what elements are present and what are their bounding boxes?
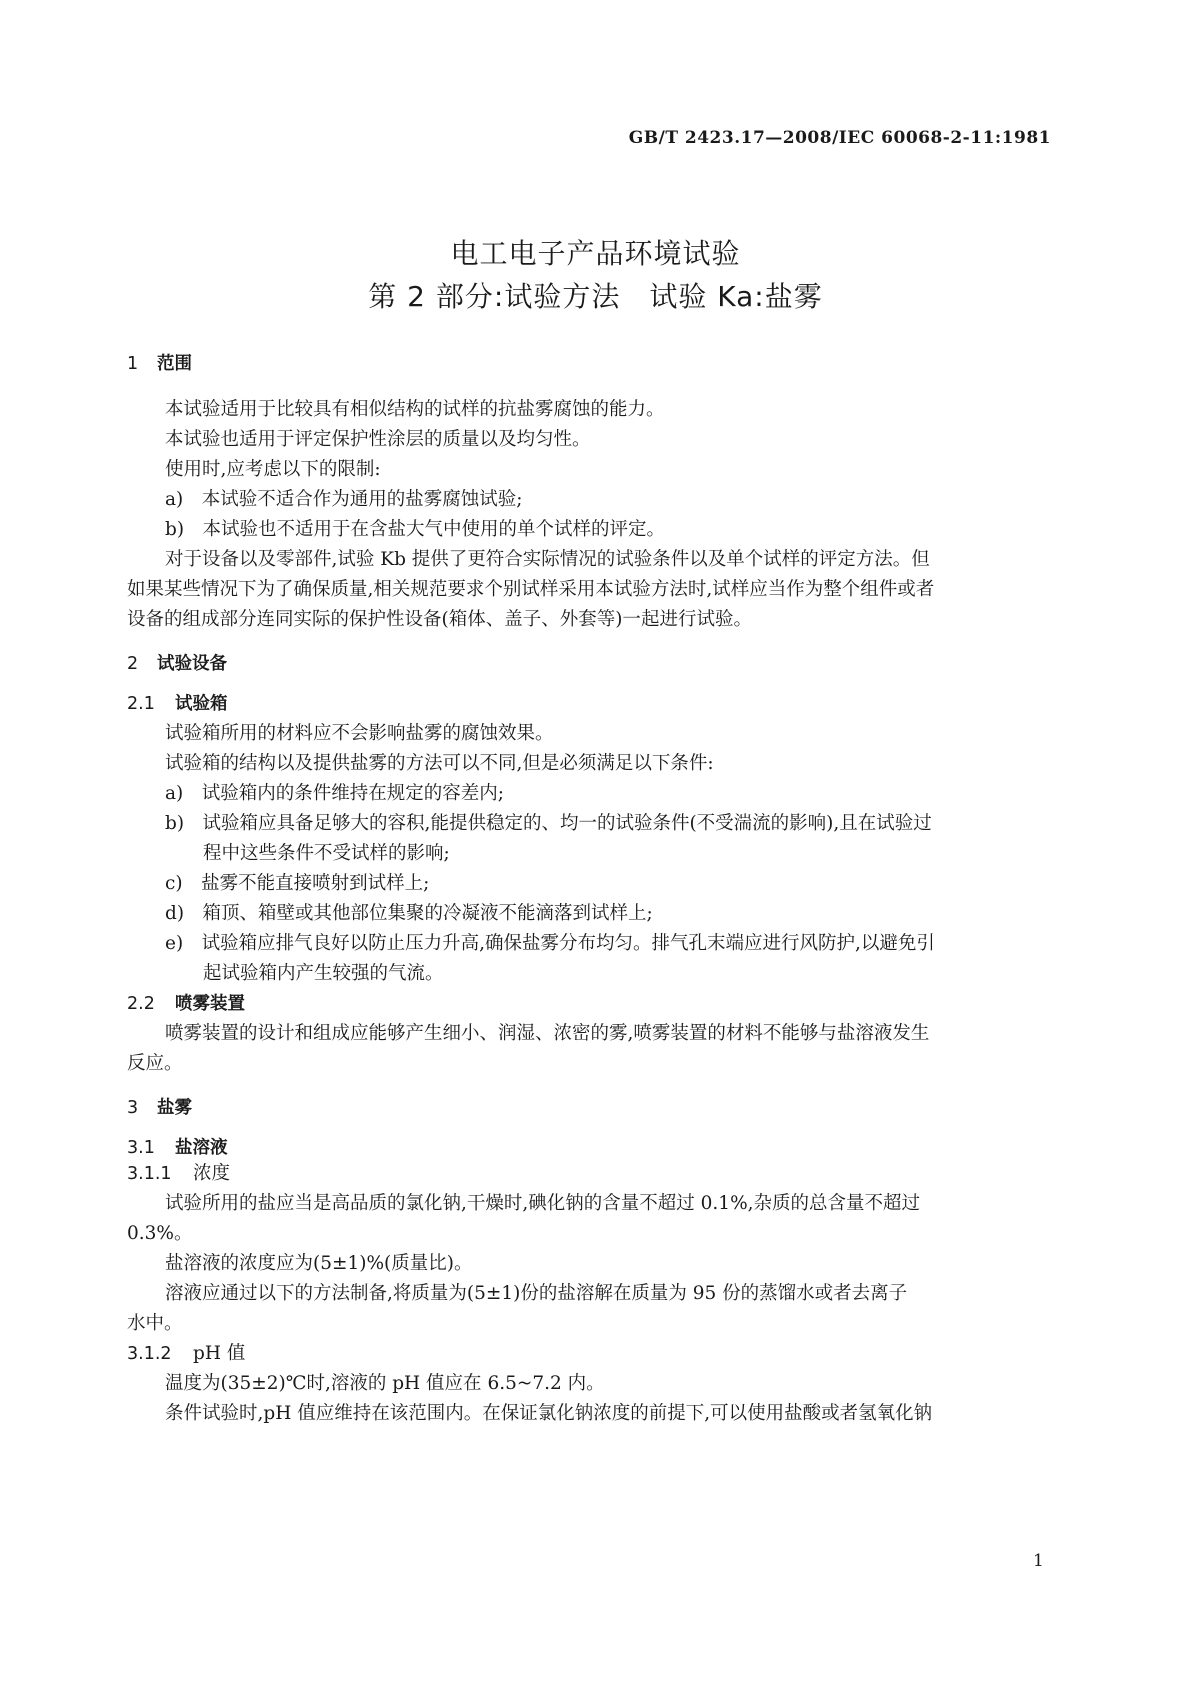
list-item: b) 试验箱应具备足够大的容积,能提供稳定的、均一的试验条件(不受湍流的影响),且在试验过 [165,813,932,834]
section-title: 范围 [157,354,192,374]
paragraph: 试验箱的结构以及提供盐雾的方法可以不同,但是必须满足以下条件: [165,753,714,774]
paragraph: 温度为(35±2)℃时,溶液的 pH 值应在 6.5~7.2 内。 [165,1373,605,1394]
subsection-2-2-heading [127,992,245,1016]
page-number: 1 [1033,1551,1044,1571]
section-number: 2 [127,654,139,674]
paragraph-continuation: 如果某些情况下为了确保质量,相关规范要求个别试样采用本试验方法时,试样应当作为整个组件或者 [127,579,935,600]
paragraph: 盐溶液的浓度应为(5±1)%(质量比)。 [165,1253,473,1274]
paragraph: 本试验也适用于评定保护性涂层的质量以及均匀性。 [165,429,591,450]
subsubsection-3-1-1-heading [127,1162,230,1186]
list-item: e) 试验箱应排气良好以防止压力升高,确保盐雾分布均匀。排气孔末端应进行风防护,以避免引 [165,933,935,954]
subsubsection-3-1-2-heading [127,1342,245,1366]
list-item-continuation: 起试验箱内产生较强的气流。 [203,963,444,984]
paragraph: 使用时,应考虑以下的限制: [165,459,381,480]
list-item: d) 箱顶、箱壁或其他部位集聚的冷凝液不能滴落到试样上; [165,903,653,924]
subsection-3-1-heading [127,1136,228,1160]
document-title-line2: 第 2 部分:试验方法 试验 Ka:盐雾 [368,280,823,313]
paragraph: 喷雾装置的设计和组成应能够产生细小、润湿、浓密的雾,喷雾装置的材料不能够与盐溶液发生 [165,1023,930,1044]
subsection-title: 喷雾装置 [175,994,245,1014]
subsection-number: 2.2 [127,994,155,1014]
section-3-heading [127,1096,192,1120]
subsection-number: 3.1 [127,1138,155,1158]
subsection-title: 试验箱 [175,694,228,714]
paragraph-continuation: 0.3%。 [127,1223,193,1244]
paragraph-continuation: 反应。 [127,1053,183,1074]
subsubsection-number: 3.1.1 [127,1164,172,1184]
paragraph: 对于设备以及零部件,试验 Kb 提供了更符合实际情况的试验条件以及单个试样的评定方法。但 [165,549,930,570]
section-title: 盐雾 [157,1098,192,1118]
paragraph: 试验所用的盐应当是高品质的氯化钠,干燥时,碘化钠的含量不超过 0.1%,杂质的总含量不超过 [165,1193,921,1214]
subsubsection-title: 浓度 [193,1163,231,1184]
subsection-2-1-heading [127,692,228,716]
subsubsection-title: pH 值 [193,1343,246,1364]
subsubsection-number: 3.1.2 [127,1344,172,1364]
paragraph-continuation: 水中。 [127,1313,183,1334]
list-item: a) 本试验不适合作为通用的盐雾腐蚀试验; [165,489,523,510]
subsection-number: 2.1 [127,694,155,714]
paragraph: 试验箱所用的材料应不会影响盐雾的腐蚀效果。 [165,723,554,744]
subsection-title: 盐溶液 [175,1138,228,1158]
section-number: 3 [127,1098,139,1118]
standard-code: GB/T 2423.17—2008/IEC 60068-2-11:1981 [628,128,1051,148]
section-number: 1 [127,354,139,374]
section-title: 试验设备 [157,654,227,674]
list-item: c) 盐雾不能直接喷射到试样上; [165,873,430,894]
paragraph: 本试验适用于比较具有相似结构的试样的抗盐雾腐蚀的能力。 [165,399,665,420]
section-2-heading [127,652,227,676]
paragraph-continuation: 设备的组成部分连同实际的保护性设备(箱体、盖子、外套等)一起进行试验。 [127,609,752,630]
list-item: a) 试验箱内的条件维持在规定的容差内; [165,783,504,804]
document-title-line1: 电工电子产品环境试验 [450,237,741,270]
list-item-continuation: 程中这些条件不受试样的影响; [203,843,450,864]
paragraph: 条件试验时,pH 值应维持在该范围内。在保证氯化钠浓度的前提下,可以使用盐酸或者氢氧化钠 [165,1403,933,1424]
paragraph: 溶液应通过以下的方法制备,将质量为(5±1)份的盐溶解在质量为 95 份的蒸馏水或者去离子 [165,1283,908,1304]
section-1-heading [127,352,192,376]
list-item: b) 本试验也不适用于在含盐大气中使用的单个试样的评定。 [165,519,666,540]
